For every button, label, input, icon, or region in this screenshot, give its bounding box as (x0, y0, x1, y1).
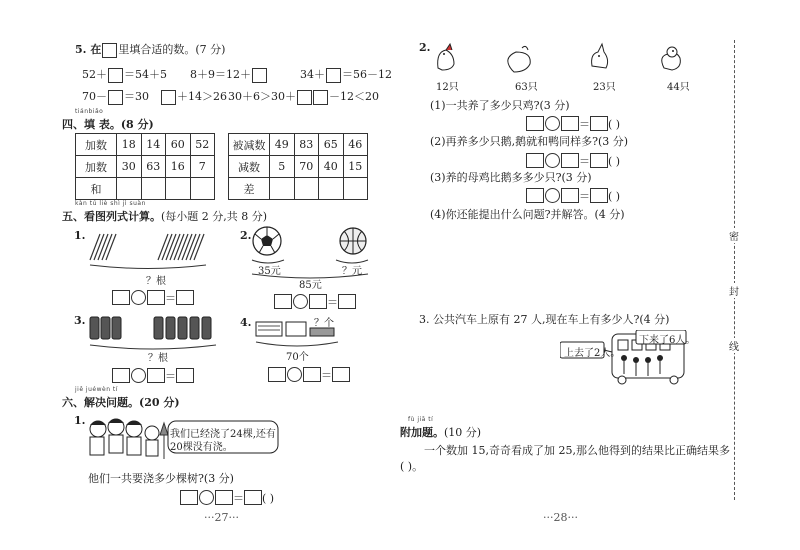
problem-number: 2. (419, 41, 431, 54)
answer-blank[interactable]: ( )。 (400, 460, 424, 473)
operator-circle[interactable] (545, 116, 560, 131)
answer-box[interactable] (590, 188, 608, 203)
price-label: ？元 (342, 266, 362, 277)
goose-count: 23只 (593, 82, 616, 93)
pinyin: jiě juéwèn tí (75, 386, 118, 393)
answer-box[interactable] (112, 290, 130, 305)
q5-eq6: 30＋6＞30＋ (228, 88, 313, 105)
problem-number: 4. (240, 316, 252, 329)
unit-parentheses[interactable]: ( ) (608, 155, 621, 168)
answer-box[interactable] (561, 153, 579, 168)
answer-box[interactable] (313, 90, 328, 105)
operator-circle[interactable] (199, 490, 214, 505)
pinyin: fù jiā tí (408, 416, 434, 423)
pinyin: tiánbiǎo (75, 108, 104, 115)
equation-boxes: ＝ ( ) (526, 150, 620, 169)
operator-circle[interactable] (545, 153, 560, 168)
answer-cell[interactable] (270, 178, 295, 200)
section5-title: 五、看图列式计算。(每小题 2 分,共 8 分) (62, 210, 268, 223)
equation-boxes: ＝ (112, 287, 194, 306)
subtraction-table: 被减数 49 83 65 46 减数 5 70 40 15 差 (228, 133, 368, 200)
q5-eq3: 34＋ ＝56－12 (300, 68, 392, 81)
q5-eq5: ＋14＞26 (160, 88, 227, 105)
speech-bubble-line: 20棵没有浇。 (170, 442, 233, 453)
total-label: 70个 (286, 352, 309, 363)
question-text: 他们一共要浇多少棵树?(3 分) (88, 472, 234, 485)
speech-bubble-line: 我们已经浇了24棵,还有 (170, 429, 276, 440)
answer-box[interactable] (309, 294, 327, 309)
equation-boxes: ＝ ( ) (526, 113, 620, 132)
question-text: (4)你还能提出什么问题?并解答。(4 分) (430, 208, 625, 221)
addition-table: 加数 18 14 60 52 加数 30 63 16 7 和 (75, 133, 215, 200)
answer-box[interactable] (274, 294, 292, 309)
brace-label: ？根 (148, 353, 168, 364)
answer-box[interactable] (176, 368, 194, 383)
question-text: (3)养的母鸡比鹅多多少只?(3 分) (430, 171, 592, 184)
stick-bundles-image (88, 313, 228, 353)
operator-circle[interactable] (545, 188, 560, 203)
speech-bubble-up: 上去了2人。 (564, 348, 621, 359)
answer-cell[interactable] (117, 178, 142, 200)
answer-box[interactable] (244, 490, 262, 505)
answer-box[interactable] (332, 367, 350, 382)
page-number-left: ···27··· (204, 511, 239, 524)
answer-box[interactable] (112, 368, 130, 383)
hen-count: 63只 (515, 82, 538, 93)
answer-cell[interactable] (343, 178, 368, 200)
q5-title: 5. 在 里填合适的数。(7 分) (75, 43, 226, 56)
answer-box[interactable] (252, 68, 267, 83)
section6-title: 六、解决问题。(20 分) (62, 396, 180, 409)
operator-circle[interactable] (131, 290, 146, 305)
answer-box[interactable] (303, 367, 321, 382)
page-number-right: ···28··· (543, 511, 578, 524)
problem-number: 1. (74, 229, 86, 242)
operator-circle[interactable] (287, 367, 302, 382)
unit-parentheses[interactable]: ( ) (608, 190, 621, 203)
speech-bubble-down: 下来了6人。 (639, 335, 696, 346)
answer-box[interactable] (161, 90, 176, 105)
answer-box[interactable] (180, 490, 198, 505)
poultry-image (432, 42, 692, 78)
equation-boxes: ＝ ( ) (526, 185, 620, 204)
seal-char: 密 (729, 228, 739, 243)
answer-box[interactable] (561, 116, 579, 131)
section4-title: 四、填 表。(8 分) (62, 118, 154, 131)
q5-eq1: 52＋ ＝54＋5 (82, 68, 167, 81)
answer-box[interactable] (108, 90, 123, 105)
answer-cell[interactable] (190, 178, 215, 200)
pinyin: kàn tú liè shì jì suàn (75, 200, 146, 207)
question-text: (2)再养多少只鹅,鹅就和鸭同样多?(3 分) (430, 135, 629, 148)
answer-box[interactable] (338, 294, 356, 309)
answer-box[interactable] (590, 116, 608, 131)
answer-box[interactable] (326, 68, 341, 83)
answer-box[interactable] (297, 90, 312, 105)
answer-cell[interactable] (319, 178, 344, 200)
stick-bundles-image (88, 232, 218, 272)
extra-title: 附加题。(10 分) (400, 426, 482, 439)
answer-box[interactable] (147, 290, 165, 305)
total-label: 85元 (299, 280, 322, 291)
answer-box[interactable] (215, 490, 233, 505)
problem-number: 3. (74, 314, 86, 327)
q5-eq2: 8＋9＝12＋ (190, 66, 268, 83)
seal-char: 封 (729, 283, 739, 298)
unit-parentheses[interactable]: ( ) (262, 492, 275, 505)
equation-boxes: ＝ (268, 364, 350, 383)
answer-box[interactable] (102, 43, 117, 58)
operator-circle[interactable] (131, 368, 146, 383)
chicken-count: 12只 (436, 82, 459, 93)
answer-box[interactable] (526, 116, 544, 131)
q5-eq4: 70－ ＝30 (82, 90, 149, 103)
answer-box[interactable] (526, 188, 544, 203)
unit-parentheses[interactable]: ( ) (608, 118, 621, 131)
problem-number: 2. (240, 229, 252, 242)
question-text: 3. 公共汽车上原有 27 人,现在车上有多少人?(4 分) (419, 313, 670, 326)
equation-boxes: ＝ (274, 291, 356, 310)
price-label: 35元 (258, 266, 281, 277)
problem-number: 1. (74, 414, 86, 427)
question-text: 一个数加 15,奇奇看成了加 25,那么他得到的结果比正确结果多 (424, 444, 730, 457)
answer-box[interactable] (526, 153, 544, 168)
answer-box[interactable] (268, 367, 286, 382)
equation-boxes: ＝ ( ) (180, 487, 274, 506)
q5-eq7: －12＜20 (312, 88, 379, 105)
answer-cell[interactable] (166, 178, 191, 200)
answer-cell[interactable] (141, 178, 166, 200)
answer-box[interactable] (176, 290, 194, 305)
seal-line (734, 40, 735, 500)
brace-label: ？根 (146, 276, 166, 287)
answer-box[interactable] (561, 188, 579, 203)
equation-boxes: ＝ (112, 365, 194, 384)
operator-circle[interactable] (293, 294, 308, 309)
answer-box[interactable] (108, 68, 123, 83)
answer-box[interactable] (147, 368, 165, 383)
answer-cell[interactable] (294, 178, 319, 200)
question-text: (1)一共养了多少只鸡?(3 分) (430, 99, 570, 112)
answer-box[interactable] (590, 153, 608, 168)
unknown-label: ？个 (314, 318, 334, 329)
seal-char: 线 (729, 338, 739, 353)
duck-count: 44只 (667, 82, 690, 93)
